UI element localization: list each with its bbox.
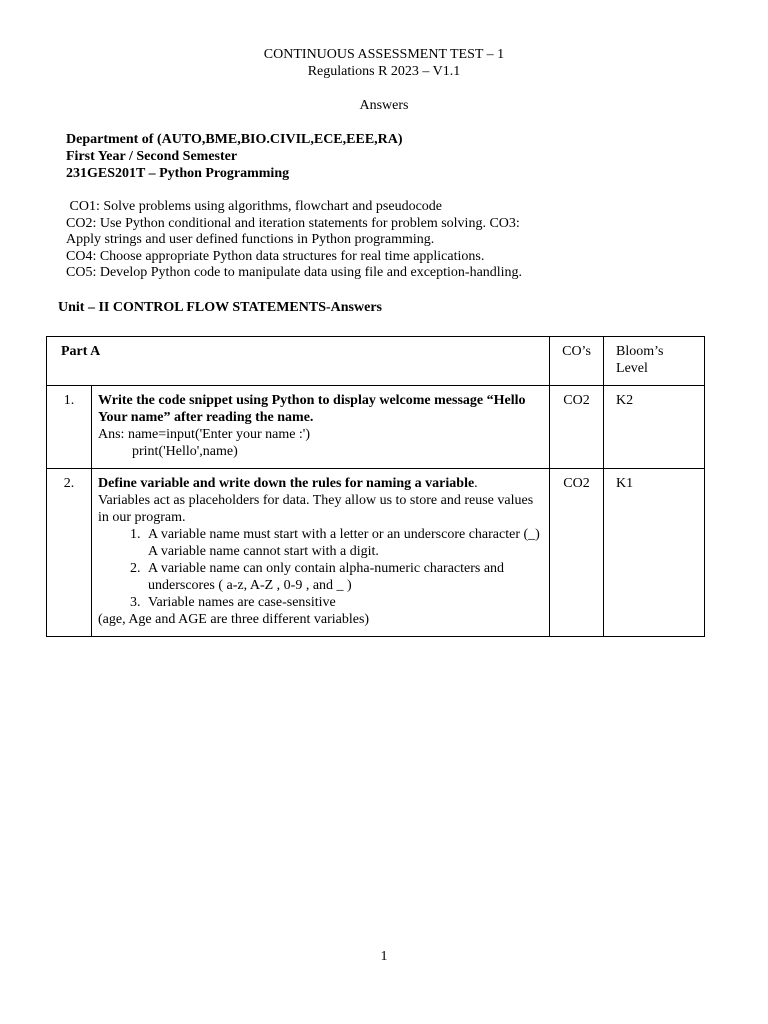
course-outcome-line: CO1: Solve problems using algorithms, flowchart and pseudocode bbox=[66, 199, 442, 214]
answers-table bbox=[46, 336, 705, 637]
co-value: CO2 bbox=[550, 469, 604, 637]
table-row bbox=[47, 386, 705, 469]
unit-title: Unit – II CONTROL FLOW STATEMENTS-Answers bbox=[58, 300, 382, 315]
naming-rules-list bbox=[98, 526, 543, 611]
question-number: 1. bbox=[47, 386, 92, 469]
course-outcome-line: CO2: Use Python conditional and iteration statements for problem solving. CO3: bbox=[66, 215, 520, 231]
course-outcome-line: CO4: Choose appropriate Python data structures for real time applications. bbox=[66, 248, 485, 264]
course-outcome-line: CO5: Develop Python code to manipulate data using file and exception-handling. bbox=[66, 265, 523, 280]
course-outcome-line: Apply strings and user defined functions in Python programming. bbox=[66, 232, 435, 247]
level-value: K1 bbox=[604, 469, 705, 637]
level-value: K2 bbox=[604, 386, 705, 469]
answer-line: print('Hello',name) bbox=[132, 444, 238, 459]
cos-header: CO’s bbox=[550, 337, 604, 386]
course-code-line: 231GES201T – Python Programming bbox=[66, 166, 290, 181]
department-block bbox=[66, 131, 403, 182]
part-a-header: Part A bbox=[47, 337, 550, 386]
question-text: Define variable and write down the rules for naming a variable bbox=[98, 476, 475, 491]
course-outcomes bbox=[66, 198, 586, 281]
regulations-line: Regulations R 2023 – V1.1 bbox=[307, 64, 461, 79]
question-punctuation: . bbox=[474, 476, 478, 491]
list-item: 2. A variable name can only contain alpha-numeric characters and underscores ( a-z, A-Z , 0-9 , and _ ) bbox=[144, 560, 543, 594]
question-cell bbox=[92, 469, 550, 637]
list-item: 3. Variable names are case-sensitive bbox=[144, 594, 543, 611]
question-number: 2. bbox=[47, 469, 92, 637]
answer-footer: (age, Age and AGE are three different variables) bbox=[98, 612, 370, 627]
table-header-row bbox=[47, 337, 705, 386]
answers-heading: Answers bbox=[359, 98, 409, 113]
page-number: 1 bbox=[380, 949, 388, 964]
question-cell bbox=[92, 386, 550, 469]
year-semester-line: First Year / Second Semester bbox=[66, 149, 238, 164]
department-line: Department of (AUTO,BME,BIO.CIVIL,ECE,EEE,RA) bbox=[66, 132, 403, 147]
co-value: CO2 bbox=[550, 386, 604, 469]
document-title: CONTINUOUS ASSESSMENT TEST – 1 bbox=[263, 47, 505, 62]
question-text: Write the code snippet using Python to display welcome message “Hello Your name” after reading the name. bbox=[98, 393, 526, 425]
list-item: 1. A variable name must start with a letter or an underscore character (_) A variable name cannot start with a digit. bbox=[144, 526, 543, 560]
answer-line: Ans: name=input('Enter your name :') bbox=[98, 427, 310, 442]
blooms-level-header: Bloom’s Level bbox=[604, 337, 705, 386]
answer-intro: Variables act as placeholders for data. They allow us to store and reuse values in our program. bbox=[98, 493, 534, 525]
table-row bbox=[47, 469, 705, 637]
